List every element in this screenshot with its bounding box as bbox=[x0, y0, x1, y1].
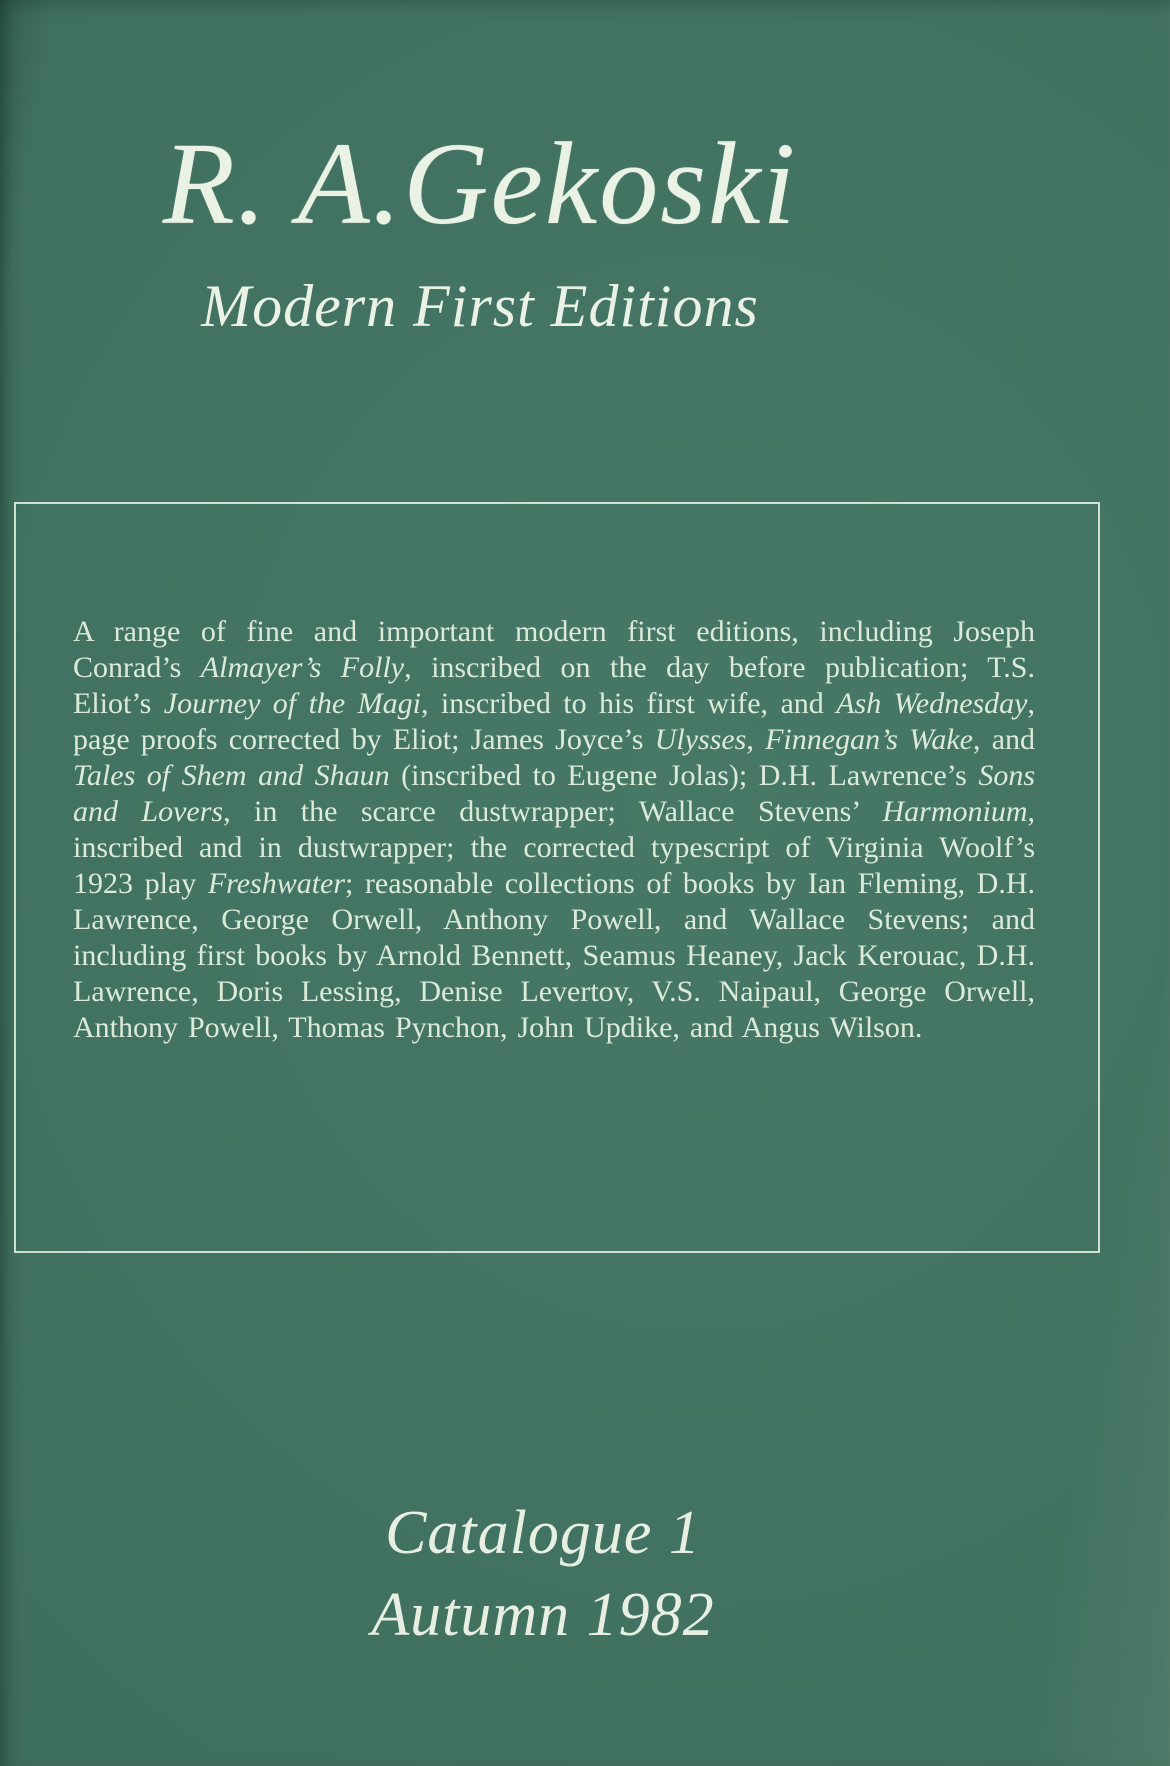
blurb-segment: , page proofs corrected by Eliot; James Joyce’s bbox=[73, 687, 1036, 756]
blurb-segment: , and bbox=[972, 723, 1036, 756]
blurb-segment: A range of fine and important modern first editions, including Joseph Conrad’s bbox=[73, 615, 1035, 684]
blurb-segment: ; reasonable collections of books by Ian Fleming, D.H. Lawrence, George Orwell, Anthony Powell, and Wallace Stevens; and including first books by Arnold Bennett, Seamus Heaney, Jack Kerouac, D.H. Lawrence, Doris Lessing, Denise Levertov, V.S. Naipaul, George Orwell, Anthony Powell, Thomas Pynchon, John Updike, and Angus Wilson. bbox=[73, 867, 1035, 1044]
brand-block bbox=[0, 118, 960, 346]
blurb-title-segment: Sons and Lovers bbox=[73, 759, 1036, 828]
blurb-title-segment: Freshwater bbox=[207, 867, 346, 900]
blurb-text bbox=[73, 614, 1035, 1046]
blurb-segment: , inscribed to his first wife, and bbox=[420, 687, 837, 720]
blurb-segment: , inscribed and in dustwrapper; the corrected typescript of Virginia Woolf’s 1923 play bbox=[73, 795, 1035, 900]
footer-block bbox=[0, 1492, 1086, 1656]
blurb-title-segment: Tales of Shem and Shaun bbox=[73, 759, 390, 792]
blurb-title-segment: Ulysses bbox=[654, 723, 747, 756]
blurb-segment: , in the scarce dustwrapper; Wallace Stevens’ bbox=[223, 795, 883, 828]
blurb-title-segment: Finnegan’s Wake bbox=[765, 723, 973, 756]
catalogue-season: Autumn 1982 bbox=[371, 1581, 715, 1649]
blurb-title-segment: Journey of the Magi bbox=[163, 687, 421, 720]
blurb-title-segment: Almayer’s Folly bbox=[200, 651, 405, 684]
bookseller-subtitle: Modern First Editions bbox=[201, 273, 759, 339]
bookseller-title: R. A.Gekoski bbox=[162, 118, 798, 249]
blurb-title-segment: Ash Wednesday bbox=[836, 687, 1028, 720]
catalogue-number: Catalogue 1 bbox=[385, 1499, 701, 1567]
blurb-segment: , inscribed on the day before publication; T.S. Eliot’s bbox=[73, 651, 1035, 720]
blurb-segment: , bbox=[746, 723, 766, 756]
blurb-segment: (inscribed to Eugene Jolas); D.H. Lawrence’s bbox=[389, 759, 979, 792]
blurb-title-segment: Harmonium bbox=[882, 795, 1028, 828]
